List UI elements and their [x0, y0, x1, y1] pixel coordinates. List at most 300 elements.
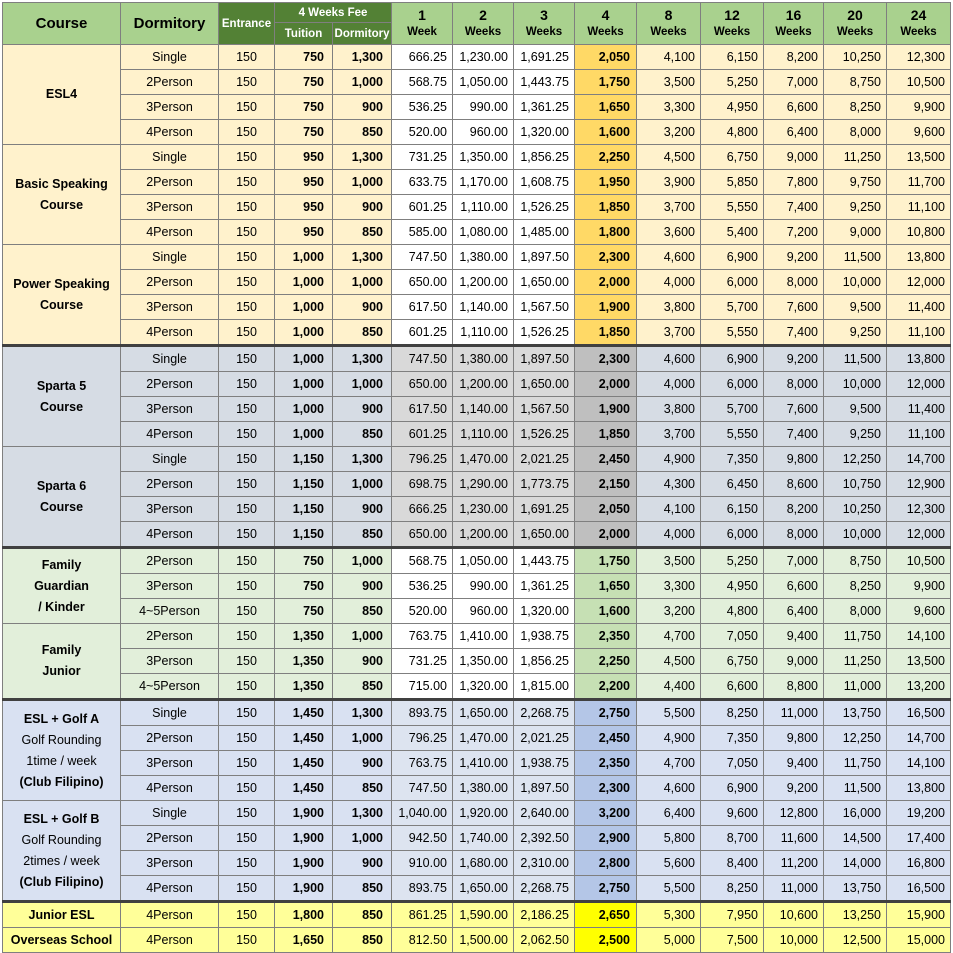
table-row — [3, 902, 951, 928]
week-price-cell: 9,900 — [887, 95, 951, 120]
entrance-fee-cell: 150 — [219, 574, 275, 599]
week-price-cell: 650.00 — [392, 372, 453, 397]
week-price-cell: 4,100 — [637, 497, 701, 522]
week-price-cell: 7,350 — [701, 726, 764, 751]
week-price-cell: 6,400 — [764, 599, 824, 624]
week-price-cell: 11,500 — [824, 776, 887, 801]
dormitory-type-cell: 2Person — [121, 548, 219, 574]
week-price-cell: 5,500 — [637, 700, 701, 726]
week-price-cell: 1,650.00 — [514, 522, 575, 548]
week-price-cell: 3,200 — [637, 599, 701, 624]
course-name-line: 1time / week — [26, 753, 97, 768]
week-price-cell: 536.25 — [392, 574, 453, 599]
dormitory-type-cell: 2Person — [121, 472, 219, 497]
week-price-cell: 990.00 — [453, 574, 514, 599]
course-name-line: (Club Filipino) — [19, 874, 104, 889]
entrance-fee-cell: 150 — [219, 776, 275, 801]
entrance-fee-cell: 150 — [219, 447, 275, 472]
week-price-cell: 1,170.00 — [453, 170, 514, 195]
tuition-fee-cell: 1,000 — [275, 422, 333, 447]
header-week-4 — [575, 3, 637, 45]
week-price-cell: 1,650.00 — [453, 876, 514, 902]
week-price-cell: 1,920.00 — [453, 801, 514, 826]
dormitory-fee-cell: 900 — [333, 95, 392, 120]
week-price-cell: 568.75 — [392, 548, 453, 574]
dormitory-type-cell: 4Person — [121, 876, 219, 902]
tuition-fee-cell: 1,000 — [275, 245, 333, 270]
week-price-cell: 14,500 — [824, 826, 887, 851]
week-price-cell: 5,600 — [637, 851, 701, 876]
week-price-cell: 8,750 — [824, 70, 887, 95]
dormitory-type-cell: 4Person — [121, 522, 219, 548]
dormitory-fee-cell: 850 — [333, 422, 392, 447]
week-price-cell: 11,250 — [824, 145, 887, 170]
week-price-cell: 2,021.25 — [514, 726, 575, 751]
entrance-fee-cell: 150 — [219, 548, 275, 574]
week-price-cell: 6,600 — [764, 574, 824, 599]
week-price-cell: 1,600 — [575, 599, 637, 624]
week-price-cell: 7,400 — [764, 422, 824, 447]
week-price-cell: 1,650.00 — [514, 270, 575, 295]
week-price-cell: 4,900 — [637, 447, 701, 472]
week-price-cell: 3,500 — [637, 70, 701, 95]
week-price-cell: 8,600 — [764, 472, 824, 497]
week-price-cell: 9,250 — [824, 320, 887, 346]
week-price-cell: 9,600 — [887, 120, 951, 145]
course-name-line: Junior — [42, 664, 81, 678]
week-price-cell: 1,230.00 — [453, 45, 514, 70]
entrance-fee-cell: 150 — [219, 120, 275, 145]
header-week-num: 24 — [910, 6, 927, 23]
week-price-cell: 7,400 — [764, 320, 824, 346]
header-week-8 — [637, 3, 701, 45]
week-price-cell: 12,300 — [887, 497, 951, 522]
week-price-cell: 10,000 — [824, 372, 887, 397]
week-price-cell: 9,000 — [824, 220, 887, 245]
tuition-fee-cell: 1,900 — [275, 801, 333, 826]
table-row — [3, 422, 951, 447]
dormitory-fee-cell: 1,300 — [333, 447, 392, 472]
week-price-cell: 8,000 — [764, 372, 824, 397]
dormitory-fee-cell: 1,300 — [333, 45, 392, 70]
course-name-cell — [3, 346, 121, 447]
tuition-fee-cell: 1,450 — [275, 726, 333, 751]
week-price-cell: 7,500 — [701, 928, 764, 953]
entrance-fee-cell: 150 — [219, 902, 275, 928]
entrance-fee-cell: 150 — [219, 851, 275, 876]
course-name-line: ESL + Golf A — [23, 711, 100, 726]
tuition-fee-cell: 950 — [275, 195, 333, 220]
tuition-fee-cell: 1,000 — [275, 346, 333, 372]
week-price-cell: 8,250 — [824, 574, 887, 599]
entrance-fee-cell: 150 — [219, 372, 275, 397]
week-price-cell: 12,000 — [887, 270, 951, 295]
tuition-fee-cell: 1,450 — [275, 751, 333, 776]
week-price-cell: 8,400 — [701, 851, 764, 876]
header-week-num: 1 — [418, 6, 426, 23]
course-name-cell — [3, 700, 121, 801]
entrance-fee-cell: 150 — [219, 95, 275, 120]
table-row — [3, 928, 951, 953]
week-price-cell: 12,000 — [887, 372, 951, 397]
dormitory-type-cell: 3Person — [121, 574, 219, 599]
week-price-cell: 9,200 — [764, 346, 824, 372]
tuition-fee-cell: 950 — [275, 220, 333, 245]
tuition-fee-cell: 1,150 — [275, 497, 333, 522]
header-week-num: 3 — [540, 6, 548, 23]
week-price-cell: 1,938.75 — [514, 624, 575, 649]
entrance-fee-cell: 150 — [219, 599, 275, 624]
header-course: Course — [3, 3, 121, 45]
week-price-cell: 1,938.75 — [514, 751, 575, 776]
table-row — [3, 472, 951, 497]
week-price-cell: 4,500 — [637, 145, 701, 170]
course-name-line: Power Speaking — [13, 276, 110, 291]
table-row — [3, 397, 951, 422]
dormitory-type-cell: 3Person — [121, 95, 219, 120]
week-price-cell: 666.25 — [392, 45, 453, 70]
week-price-cell: 4,900 — [637, 726, 701, 751]
week-price-cell: 1,650.00 — [453, 700, 514, 726]
week-price-cell: 2,750 — [575, 700, 637, 726]
dormitory-type-cell: 4Person — [121, 902, 219, 928]
week-price-cell: 2,150 — [575, 472, 637, 497]
week-price-cell: 17,400 — [887, 826, 951, 851]
table-row — [3, 801, 951, 826]
tuition-fee-cell: 1,150 — [275, 522, 333, 548]
week-price-cell: 7,000 — [764, 70, 824, 95]
week-price-cell: 7,350 — [701, 447, 764, 472]
dormitory-type-cell: 4~5Person — [121, 599, 219, 624]
dormitory-type-cell: 2Person — [121, 372, 219, 397]
week-price-cell: 893.75 — [392, 876, 453, 902]
week-price-cell: 2,050 — [575, 497, 637, 522]
week-price-cell: 1,590.00 — [453, 902, 514, 928]
week-price-cell: 8,250 — [701, 700, 764, 726]
header-week-1 — [392, 3, 453, 45]
week-price-cell: 8,250 — [824, 95, 887, 120]
header-week-12 — [701, 3, 764, 45]
week-price-cell: 9,200 — [764, 776, 824, 801]
week-price-cell: 5,550 — [701, 195, 764, 220]
dormitory-fee-cell: 1,300 — [333, 346, 392, 372]
dormitory-fee-cell: 850 — [333, 522, 392, 548]
dormitory-fee-cell: 1,000 — [333, 170, 392, 195]
week-price-cell: 12,300 — [887, 45, 951, 70]
week-price-cell: 6,450 — [701, 472, 764, 497]
week-price-cell: 1,470.00 — [453, 447, 514, 472]
week-price-cell: 698.75 — [392, 472, 453, 497]
header-week-unit: Weeks — [775, 25, 812, 38]
entrance-fee-cell: 150 — [219, 497, 275, 522]
week-price-cell: 9,500 — [824, 397, 887, 422]
week-price-cell: 7,600 — [764, 397, 824, 422]
week-price-cell: 11,250 — [824, 649, 887, 674]
week-price-cell: 1,750 — [575, 70, 637, 95]
week-price-cell: 14,100 — [887, 624, 951, 649]
week-price-cell: 731.25 — [392, 649, 453, 674]
week-price-cell: 1,897.50 — [514, 776, 575, 801]
week-price-cell: 2,450 — [575, 447, 637, 472]
tuition-fee-cell: 750 — [275, 45, 333, 70]
week-price-cell: 1,110.00 — [453, 422, 514, 447]
week-price-cell: 8,000 — [764, 270, 824, 295]
week-price-cell: 14,100 — [887, 751, 951, 776]
entrance-fee-cell: 150 — [219, 522, 275, 548]
week-price-cell: 5,000 — [637, 928, 701, 953]
week-price-cell: 2,300 — [575, 245, 637, 270]
week-price-cell: 1,650 — [575, 574, 637, 599]
week-price-cell: 2,300 — [575, 776, 637, 801]
week-price-cell: 6,600 — [764, 95, 824, 120]
dormitory-fee-cell: 1,300 — [333, 700, 392, 726]
tuition-fee-cell: 950 — [275, 170, 333, 195]
header-week-unit: Weeks — [464, 25, 502, 38]
course-name-cell — [3, 902, 121, 928]
table-row — [3, 548, 951, 574]
week-price-cell: 1,850 — [575, 422, 637, 447]
week-price-cell: 10,600 — [764, 902, 824, 928]
dormitory-type-cell: Single — [121, 145, 219, 170]
dormitory-type-cell: Single — [121, 447, 219, 472]
week-price-cell: 1,500.00 — [453, 928, 514, 953]
week-price-cell: 2,350 — [575, 624, 637, 649]
entrance-fee-cell: 150 — [219, 751, 275, 776]
week-price-cell: 1,900 — [575, 295, 637, 320]
week-price-cell: 13,500 — [887, 649, 951, 674]
table-row — [3, 599, 951, 624]
dormitory-type-cell: 4Person — [121, 320, 219, 346]
week-price-cell: 6,750 — [701, 649, 764, 674]
entrance-fee-cell: 150 — [219, 801, 275, 826]
week-price-cell: 2,500 — [575, 928, 637, 953]
course-name-line: (Club Filipino) — [19, 774, 104, 789]
week-price-cell: 763.75 — [392, 624, 453, 649]
course-name-cell — [3, 145, 121, 245]
week-price-cell: 1,470.00 — [453, 726, 514, 751]
table-row — [3, 649, 951, 674]
table-row — [3, 522, 951, 548]
week-price-cell: 11,100 — [887, 422, 951, 447]
week-price-cell: 2,000 — [575, 372, 637, 397]
week-price-cell: 942.50 — [392, 826, 453, 851]
dormitory-fee-cell: 850 — [333, 674, 392, 700]
dormitory-type-cell: 2Person — [121, 70, 219, 95]
week-price-cell: 1,350.00 — [453, 145, 514, 170]
week-price-cell: 2,000 — [575, 270, 637, 295]
week-price-cell: 1,856.25 — [514, 649, 575, 674]
table-row — [3, 851, 951, 876]
week-price-cell: 11,200 — [764, 851, 824, 876]
week-price-cell: 1,200.00 — [453, 372, 514, 397]
week-price-cell: 6,900 — [701, 346, 764, 372]
entrance-fee-cell: 150 — [219, 195, 275, 220]
dormitory-type-cell: 3Person — [121, 851, 219, 876]
table-row — [3, 346, 951, 372]
week-price-cell: 2,268.75 — [514, 876, 575, 902]
week-price-cell: 3,500 — [637, 548, 701, 574]
table-row — [3, 497, 951, 522]
course-name-line: Golf Rounding — [21, 732, 102, 747]
week-price-cell: 10,000 — [824, 270, 887, 295]
week-price-cell: 3,700 — [637, 320, 701, 346]
week-price-cell: 2,900 — [575, 826, 637, 851]
dormitory-type-cell: 2Person — [121, 624, 219, 649]
week-price-cell: 1,850 — [575, 195, 637, 220]
week-price-cell: 1,567.50 — [514, 397, 575, 422]
week-price-cell: 5,800 — [637, 826, 701, 851]
dormitory-type-cell: 2Person — [121, 826, 219, 851]
dormitory-fee-cell: 1,000 — [333, 826, 392, 851]
table-row — [3, 372, 951, 397]
table-row — [3, 726, 951, 751]
entrance-fee-cell: 150 — [219, 700, 275, 726]
tuition-fee-cell: 750 — [275, 574, 333, 599]
week-price-cell: 7,050 — [701, 751, 764, 776]
week-price-cell: 1,140.00 — [453, 295, 514, 320]
course-name-cell — [3, 245, 121, 346]
week-price-cell: 1,600 — [575, 120, 637, 145]
week-price-cell: 747.50 — [392, 346, 453, 372]
entrance-fee-cell: 150 — [219, 295, 275, 320]
tuition-fee-cell: 1,000 — [275, 397, 333, 422]
week-price-cell: 12,250 — [824, 726, 887, 751]
week-price-cell: 568.75 — [392, 70, 453, 95]
week-price-cell: 11,700 — [887, 170, 951, 195]
course-name-line: Course — [39, 399, 84, 414]
week-price-cell: 13,800 — [887, 245, 951, 270]
week-price-cell: 10,000 — [764, 928, 824, 953]
week-price-cell: 2,250 — [575, 649, 637, 674]
week-price-cell: 16,000 — [824, 801, 887, 826]
week-price-cell: 4,600 — [637, 245, 701, 270]
week-price-cell: 3,300 — [637, 95, 701, 120]
dormitory-type-cell: Single — [121, 245, 219, 270]
week-price-cell: 1,320.00 — [453, 674, 514, 700]
week-price-cell: 5,500 — [637, 876, 701, 902]
dormitory-type-cell: 4Person — [121, 220, 219, 245]
tuition-fee-cell: 1,900 — [275, 851, 333, 876]
week-price-cell: 5,550 — [701, 320, 764, 346]
week-price-cell: 11,000 — [764, 700, 824, 726]
week-price-cell: 715.00 — [392, 674, 453, 700]
week-price-cell: 5,250 — [701, 548, 764, 574]
week-price-cell: 2,650 — [575, 902, 637, 928]
week-price-cell: 5,700 — [701, 295, 764, 320]
week-price-cell: 11,100 — [887, 195, 951, 220]
week-price-cell: 13,250 — [824, 902, 887, 928]
week-price-cell: 585.00 — [392, 220, 453, 245]
dormitory-type-cell: 3Person — [121, 397, 219, 422]
tuition-fee-cell: 1,000 — [275, 270, 333, 295]
course-name-cell — [3, 548, 121, 624]
week-price-cell: 1,526.25 — [514, 422, 575, 447]
week-price-cell: 8,000 — [824, 599, 887, 624]
week-price-cell: 10,500 — [887, 548, 951, 574]
dormitory-type-cell: Single — [121, 346, 219, 372]
week-price-cell: 1,443.75 — [514, 548, 575, 574]
table-row — [3, 751, 951, 776]
dormitory-type-cell: 2Person — [121, 170, 219, 195]
week-price-cell: 1,050.00 — [453, 70, 514, 95]
entrance-fee-cell: 150 — [219, 649, 275, 674]
header-week-unit: Weeks — [836, 25, 874, 38]
dormitory-type-cell: 4Person — [121, 422, 219, 447]
entrance-fee-cell: 150 — [219, 220, 275, 245]
week-price-cell: 12,900 — [887, 472, 951, 497]
dormitory-fee-cell: 850 — [333, 320, 392, 346]
dormitory-fee-cell: 1,000 — [333, 372, 392, 397]
week-price-cell: 1,110.00 — [453, 320, 514, 346]
entrance-fee-cell: 150 — [219, 346, 275, 372]
week-price-cell: 11,750 — [824, 624, 887, 649]
course-name-line: Guardian — [34, 578, 89, 593]
entrance-fee-cell: 150 — [219, 70, 275, 95]
week-price-cell: 7,400 — [764, 195, 824, 220]
entrance-fee-cell: 150 — [219, 826, 275, 851]
week-price-cell: 520.00 — [392, 120, 453, 145]
week-price-cell: 6,600 — [701, 674, 764, 700]
entrance-fee-cell: 150 — [219, 624, 275, 649]
tuition-fee-cell: 1,350 — [275, 649, 333, 674]
week-price-cell: 893.75 — [392, 700, 453, 726]
header-week-16 — [764, 3, 824, 45]
week-price-cell: 8,750 — [824, 548, 887, 574]
week-price-cell: 8,200 — [764, 497, 824, 522]
week-price-cell: 14,000 — [824, 851, 887, 876]
week-price-cell: 990.00 — [453, 95, 514, 120]
week-price-cell: 8,700 — [701, 826, 764, 851]
week-price-cell: 9,500 — [824, 295, 887, 320]
week-price-cell: 1,740.00 — [453, 826, 514, 851]
header-week-unit: Week — [407, 25, 437, 38]
dormitory-fee-cell: 850 — [333, 220, 392, 245]
week-price-cell: 2,021.25 — [514, 447, 575, 472]
week-price-cell: 4,950 — [701, 95, 764, 120]
header-dormitory: Dormitory — [121, 3, 219, 45]
dormitory-type-cell: Single — [121, 801, 219, 826]
week-price-cell: 1,856.25 — [514, 145, 575, 170]
week-price-cell: 1,320.00 — [514, 599, 575, 624]
week-price-cell: 6,900 — [701, 776, 764, 801]
table-row — [3, 574, 951, 599]
table-header — [3, 3, 951, 45]
dormitory-fee-cell: 1,000 — [333, 548, 392, 574]
week-price-cell: 3,300 — [637, 574, 701, 599]
table-row — [3, 320, 951, 346]
header-week-unit: Weeks — [900, 25, 937, 38]
table-row — [3, 624, 951, 649]
dormitory-type-cell: 2Person — [121, 726, 219, 751]
week-price-cell: 1,850 — [575, 320, 637, 346]
week-price-cell: 13,750 — [824, 876, 887, 902]
tuition-fee-cell: 1,650 — [275, 928, 333, 953]
week-price-cell: 1,320.00 — [514, 120, 575, 145]
entrance-fee-cell: 150 — [219, 876, 275, 902]
week-price-cell: 9,600 — [887, 599, 951, 624]
tuition-fee-cell: 750 — [275, 599, 333, 624]
week-price-cell: 2,250 — [575, 145, 637, 170]
tuition-fee-cell: 950 — [275, 145, 333, 170]
week-price-cell: 617.50 — [392, 397, 453, 422]
week-price-cell: 11,500 — [824, 346, 887, 372]
week-price-cell: 8,800 — [764, 674, 824, 700]
table-row — [3, 195, 951, 220]
dormitory-type-cell: 4Person — [121, 776, 219, 801]
week-price-cell: 4,500 — [637, 649, 701, 674]
week-price-cell: 9,900 — [887, 574, 951, 599]
week-price-cell: 14,700 — [887, 726, 951, 751]
